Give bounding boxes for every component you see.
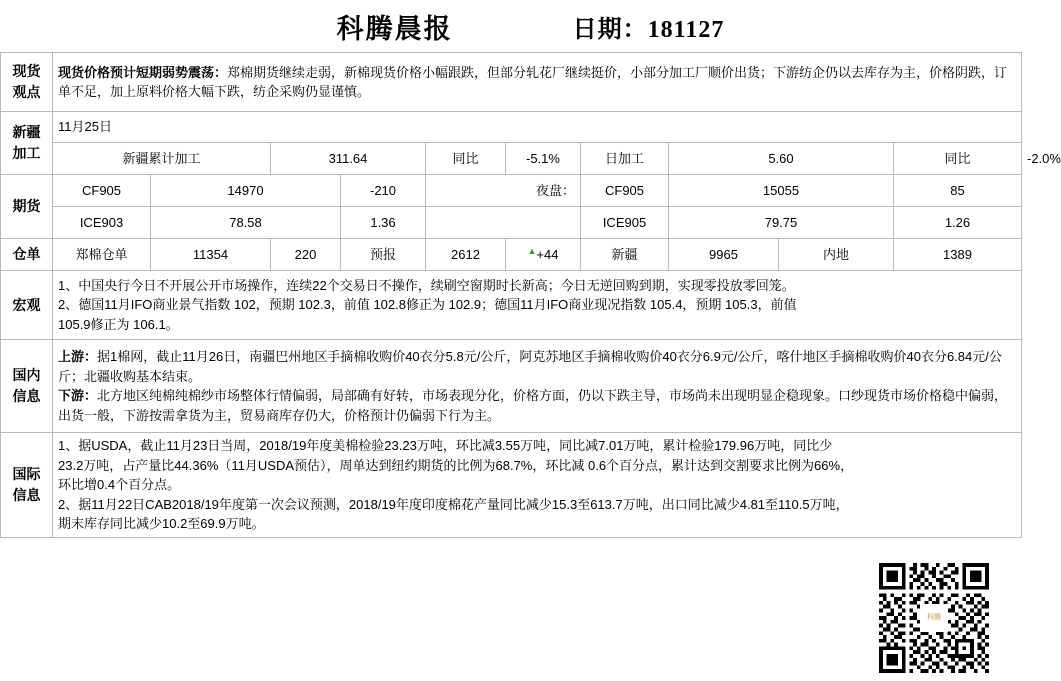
futures-night-label: 夜盘： (426, 175, 581, 207)
xinjiang-total-label: 新疆累计加工 (53, 143, 271, 175)
spot-opinion-content (53, 53, 1022, 112)
row-label-line1: 国际 (12, 465, 41, 482)
futures-change-cf905: -210 (341, 175, 426, 207)
date-label: 日期： (572, 16, 648, 43)
international-content (53, 433, 1022, 538)
row-label-futures: 期货 (1, 175, 53, 239)
warehouse-inland-value: 1389 (894, 239, 1022, 271)
row-label-line1: 现货 (12, 63, 41, 79)
warehouse-name: 郑棉仓单 (53, 239, 151, 271)
table-row-futures-2 (1, 207, 1022, 239)
spot-opinion-lead: 现货价格预计短期弱势震荡： (58, 64, 228, 80)
warehouse-xinjiang-label: 新疆 (581, 239, 669, 271)
row-label-international (1, 433, 53, 538)
warehouse-value: 11354 (151, 239, 271, 271)
table-row-warehouse (1, 239, 1022, 271)
warehouse-forecast-change (506, 239, 581, 271)
xinjiang-daily-label: 日加工 (581, 143, 669, 175)
macro-line-1: 1、中国央行今日不开展公开市场操作，连续22个交易日不操作，续刷空窗期时长新高；今日无逆回购到期，实现零投放零回笼。 (58, 277, 795, 293)
futures-price-cf905: 14970 (151, 175, 341, 207)
international-line-5: 期末库存同比减少10.2至69.9万吨。 (58, 516, 265, 531)
xinjiang-date: 11月25日 (53, 112, 1022, 143)
row-label-line2: 信息 (12, 388, 41, 404)
xinjiang-daily-value: 5.60 (669, 143, 894, 175)
warehouse-inland-label: 内地 (779, 239, 894, 271)
warehouse-forecast-value: 2612 (426, 239, 506, 271)
document-date (573, 9, 725, 44)
row-label-spot-opinion (1, 53, 53, 112)
domestic-downstream-label: 下游： (58, 388, 98, 403)
futures-night-change-ice905: 1.26 (894, 207, 1022, 239)
futures-night-contract-cf905: CF905 (581, 175, 669, 207)
row-label-warehouse: 仓单 (1, 239, 53, 271)
warehouse-forecast-label: 预报 (341, 239, 426, 271)
row-label-line2: 观点 (12, 84, 41, 100)
document-header (0, 0, 1021, 52)
futures-night-price-ice905: 79.75 (669, 207, 894, 239)
table-row-domestic (1, 340, 1022, 433)
futures-night-price-cf905: 15055 (669, 175, 894, 207)
report-table (0, 52, 1061, 538)
row-label-line2: 加工 (12, 145, 41, 161)
domestic-downstream-text: 北方地区纯棉纯棉纱市场整体行情偏弱，局部确有好转，市场表现分化，价格方面，仍以下跌主导，市场尚未出现明显企稳现象。口纱现货市场价格稳中偏弱，出货一般，下游按需拿货为主，贸易商库存仍大，价格预计仍偏弱下行为主。 (58, 388, 1008, 423)
table-row-xinjiang-data: 新疆累计加工 311.64 同比 -5.1% 日加工 5.60 同比 -2.0% (1, 143, 1022, 175)
row-label-line1: 新疆 (12, 124, 41, 140)
macro-line-3: 105.9修正为 106.1。 (58, 316, 179, 332)
xinjiang-total-value: 311.64 (271, 143, 426, 175)
table-row-spot-opinion (1, 53, 1022, 112)
domestic-upstream-label: 上游： (58, 349, 98, 364)
international-line-2: 23.2万吨，占产量比44.36%（11月USDA预估），周单达到纽约期货的比例为68.7%，环比减 0.6个百分点，累计达到交割要求比例为66%， (58, 457, 854, 473)
warehouse-xinjiang-value: 9965 (669, 239, 779, 271)
xinjiang-total-yoy-value: -5.1% (506, 143, 581, 175)
warehouse-change: 220 (271, 239, 341, 271)
table-row-international (1, 433, 1022, 538)
international-line-4: 2、据11月22日CAB2018/19年度第一次会议预测，2018/19年度印度棉花产量同比减少15.3至613.7万吨，出口同比减少4.81至110.5万吨， (58, 496, 849, 512)
macro-content (53, 271, 1022, 340)
international-line-3: 环比增0.4个百分点。 (58, 477, 181, 492)
table-row-futures-1 (1, 175, 1022, 207)
domestic-downstream (58, 386, 1016, 425)
warehouse-forecast-change-value: +44 (536, 246, 559, 262)
spot-opinion-text: 郑棉期货继续走弱，新棉现货价格小幅跟跌，但部分轧花厂继续挺价，小部分加工厂顺价出货；下游纺企仍以去库存为主，价格阴跌，订单不足，加上原料价格大幅下跌，纺企采购仍显谨慎。 (58, 64, 1008, 99)
date-value: 181127 (647, 16, 725, 43)
futures-price-ice903: 78.58 (151, 207, 341, 239)
table-row-xinjiang-date (1, 112, 1022, 143)
table-row-macro (1, 271, 1022, 340)
qr-logo: 科腾 (920, 604, 948, 632)
domestic-upstream-text: 据1棉网，截止11月26日，南疆巴州地区手摘棉收购价40衣分5.8元/公斤，阿克苏地区手摘棉收购价40衣分6.9元/公斤，喀什地区手摘棉收购价40衣分6.84元/公斤；北疆收购基本结束。 (58, 349, 1002, 384)
futures-night-change-cf905: 85 (894, 175, 1022, 207)
qr-code-container (879, 563, 989, 673)
domestic-content (53, 340, 1022, 433)
futures-contract-ice903: ICE903 (53, 207, 151, 239)
xinjiang-daily-yoy-label: 同比 (894, 143, 1022, 175)
row-label-domestic (1, 340, 53, 433)
row-label-macro: 宏观 (1, 271, 53, 340)
xinjiang-total-yoy-label: 同比 (426, 143, 506, 175)
macro-line-2: 2、德国11月IFO商业景气指数 102，预期 102.3，前值 102.8修正为 102.9；德国11月IFO商业现况指数 105.4，预期 105.3，前值 (58, 297, 797, 313)
row-label-line1: 国内 (12, 367, 41, 383)
international-line-1: 1、据USDA，截止11月23日当周，2018/19年度美棉检验23.23万吨，环比减3.55万吨，同比减7.01万吨，累计检验179.96万吨，同比少 (58, 438, 833, 453)
futures-night-contract-ice905: ICE905 (581, 207, 669, 239)
row-label-xinjiang (1, 112, 53, 175)
futures-change-ice903: 1.36 (341, 207, 426, 239)
row-label-line2: 信息 (12, 486, 41, 503)
page-title: 科腾晨报 (336, 13, 453, 44)
futures-contract-cf905: CF905 (53, 175, 151, 207)
domestic-upstream (58, 347, 1016, 386)
up-arrow-icon: ▲ (527, 245, 537, 256)
futures-spacer (426, 207, 581, 239)
